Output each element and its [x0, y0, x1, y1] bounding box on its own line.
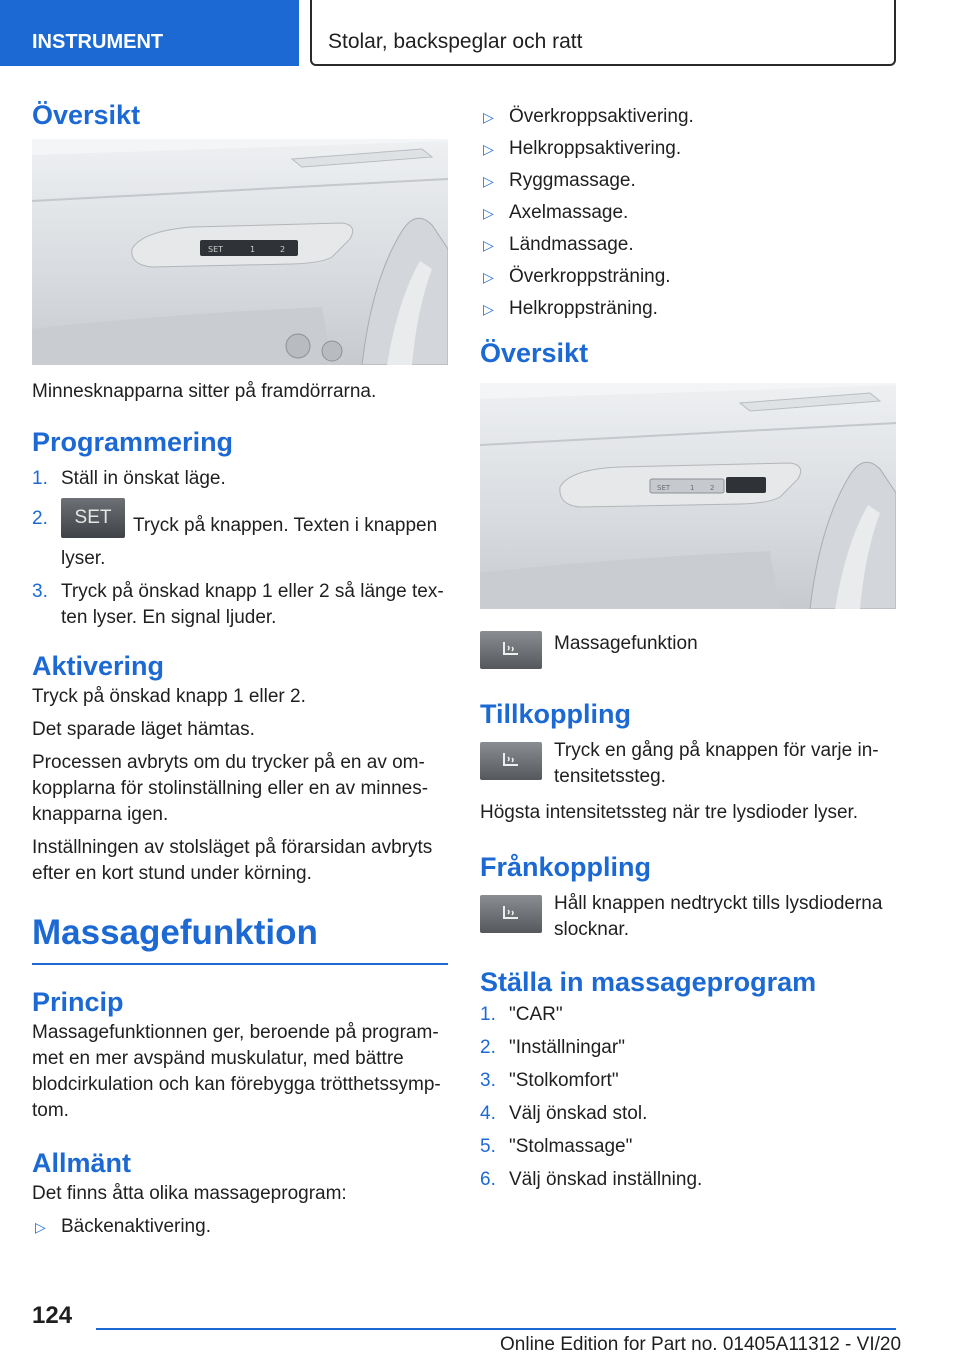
list-item [32, 506, 448, 572]
overview-caption: Minnesknapparna sitter på framdörrarna. [32, 381, 377, 402]
programming-heading: Programmering [32, 427, 234, 457]
list-item [480, 136, 896, 162]
overview-heading: Översikt [32, 100, 141, 130]
photo-set-label-2: SET [657, 484, 671, 492]
list-item [480, 1035, 896, 1061]
step-text: "Inställningar" [509, 1037, 625, 1058]
door-memory-buttons-image [32, 139, 448, 365]
step-text: "Stolkomfort" [509, 1070, 619, 1091]
off-icon-row [480, 891, 896, 943]
bullet-triangle-icon: ▷ [483, 173, 494, 189]
step-number: 6. [480, 1169, 496, 1190]
list-item [480, 296, 896, 322]
massage-program-list [480, 104, 896, 322]
step-text: Ställ in önskat läge. [61, 468, 226, 489]
program-steps [480, 1002, 896, 1193]
step-text: "Stolmassage" [509, 1136, 633, 1157]
bullet-text: Helkroppsaktivering. [509, 138, 682, 159]
list-item [480, 1167, 896, 1193]
step-number: 1. [32, 468, 48, 489]
step-number: 4. [480, 1103, 496, 1124]
bullet-triangle-icon: ▷ [35, 1219, 46, 1235]
page-number: 124 [32, 1302, 73, 1329]
bullet-triangle-icon: ▷ [483, 109, 494, 125]
off-instruction: Håll knappen nedtryckt tills lysdioderna slocknar. [554, 893, 883, 940]
activation-paragraph: Inställningen av stolsläget på förarsidan avbryts efter en kort stund under körning. [32, 837, 433, 884]
left-column [32, 92, 448, 1246]
right-column [480, 104, 896, 1200]
edition-note: Online Edition for Part no. 01405A11312 - VI/20 [500, 1334, 902, 1355]
bullet-text: Ländmassage. [509, 234, 634, 255]
list-item [480, 1002, 896, 1028]
list-item [480, 232, 896, 258]
step-number: 5. [480, 1136, 496, 1157]
bullet-text: Bäckenaktivering. [61, 1216, 211, 1237]
photo-button-2-label: 2 [280, 245, 286, 254]
general-heading: Allmänt [32, 1148, 132, 1178]
photo-button-2-label-2: 2 [710, 484, 715, 492]
programming-steps [32, 466, 448, 631]
door-panel-illustration [32, 139, 448, 365]
set-program-heading: Ställa in massageprogram [480, 967, 817, 997]
principle-heading: Princip [32, 987, 124, 1017]
list-item [480, 264, 896, 290]
door-panel-illustration-2 [480, 383, 896, 609]
activation-heading: Aktivering [32, 651, 165, 681]
on-note: Högsta intensitetssteg när tre lysdioder lyser. [480, 802, 859, 823]
step-number: 1. [480, 1004, 496, 1025]
list-item [480, 1068, 896, 1094]
bullet-text: Överkroppsträning. [509, 266, 671, 287]
list-item [480, 200, 896, 226]
bullet-text: Helkroppsträning. [509, 298, 658, 319]
massage-seat-icon [480, 742, 542, 780]
list-item [480, 1134, 896, 1160]
activation-paragraph: Processen avbryts om du trycker på en av om‐kopplarna för stolinställning eller en av minnes‐knapparna igen. [32, 752, 429, 825]
massage-seat-icon [480, 895, 542, 933]
on-instruction: Tryck en gång på knappen för varje in‐tensitetssteg. [554, 740, 879, 787]
list-item [32, 579, 448, 631]
list-item [480, 1101, 896, 1127]
bullet-text: Överkroppsaktivering. [509, 106, 694, 127]
set-button-icon: SET [61, 498, 125, 538]
bullet-triangle-icon: ▷ [483, 237, 494, 253]
step-number: 2. [32, 508, 48, 529]
principle-paragraph: Massagefunktionnen ger, beroende på program‐met en mer avspänd muskulatur, med bättre blodcirkulation och kan förebygga trötthetssymp‐tom. [32, 1022, 441, 1121]
bullet-text: Ryggmassage. [509, 170, 636, 191]
deactivation-heading: Frånkoppling [480, 852, 651, 882]
bullet-text: Axelmassage. [509, 202, 629, 223]
section-tab: INSTRUMENT [0, 0, 299, 66]
list-item [480, 168, 896, 194]
massage-section-heading: Massagefunktion [32, 913, 448, 965]
photo-button-1-label: 1 [250, 245, 256, 254]
step-text: Välj önskad inställning. [509, 1169, 703, 1190]
step-text: Tryck på önskad knapp 1 eller 2 så länge tex‐ten lyser. En signal ljuder. [61, 581, 444, 628]
bullet-triangle-icon: ▷ [483, 301, 494, 317]
activation-on-heading: Tillkoppling [480, 699, 631, 729]
bullet-triangle-icon: ▷ [483, 205, 494, 221]
general-paragraph: Det finns åtta olika massageprogram: [32, 1183, 347, 1204]
massage-icon-caption: Massagefunktion [554, 633, 698, 654]
list-item [32, 466, 448, 492]
step-text: Tryck på knappen. Texten i knappen lyser. [61, 515, 438, 569]
footer-divider [96, 1328, 896, 1330]
massage-icon-row [480, 627, 896, 673]
list-item [480, 104, 896, 130]
step-number: 3. [32, 581, 48, 602]
overview-heading-2: Översikt [480, 338, 589, 368]
photo-button-1-label-2: 1 [690, 484, 695, 492]
on-icon-row [480, 738, 896, 790]
activation-paragraph: Det sparade läget hämtas. [32, 719, 255, 740]
door-massage-button-image [480, 383, 896, 609]
photo-set-label: SET [208, 245, 224, 254]
bullet-triangle-icon: ▷ [483, 141, 494, 157]
bullet-triangle-icon: ▷ [483, 269, 494, 285]
page-header [0, 0, 960, 66]
activation-paragraph: Tryck på önskad knapp 1 eller 2. [32, 686, 306, 707]
step-number: 2. [480, 1037, 496, 1058]
step-text: "CAR" [509, 1004, 563, 1025]
chapter-title: Stolar, backspeglar och ratt [310, 0, 896, 66]
massage-seat-icon [480, 631, 542, 669]
step-text: Välj önskad stol. [509, 1103, 648, 1124]
list-item [32, 1214, 448, 1240]
step-number: 3. [480, 1070, 496, 1091]
